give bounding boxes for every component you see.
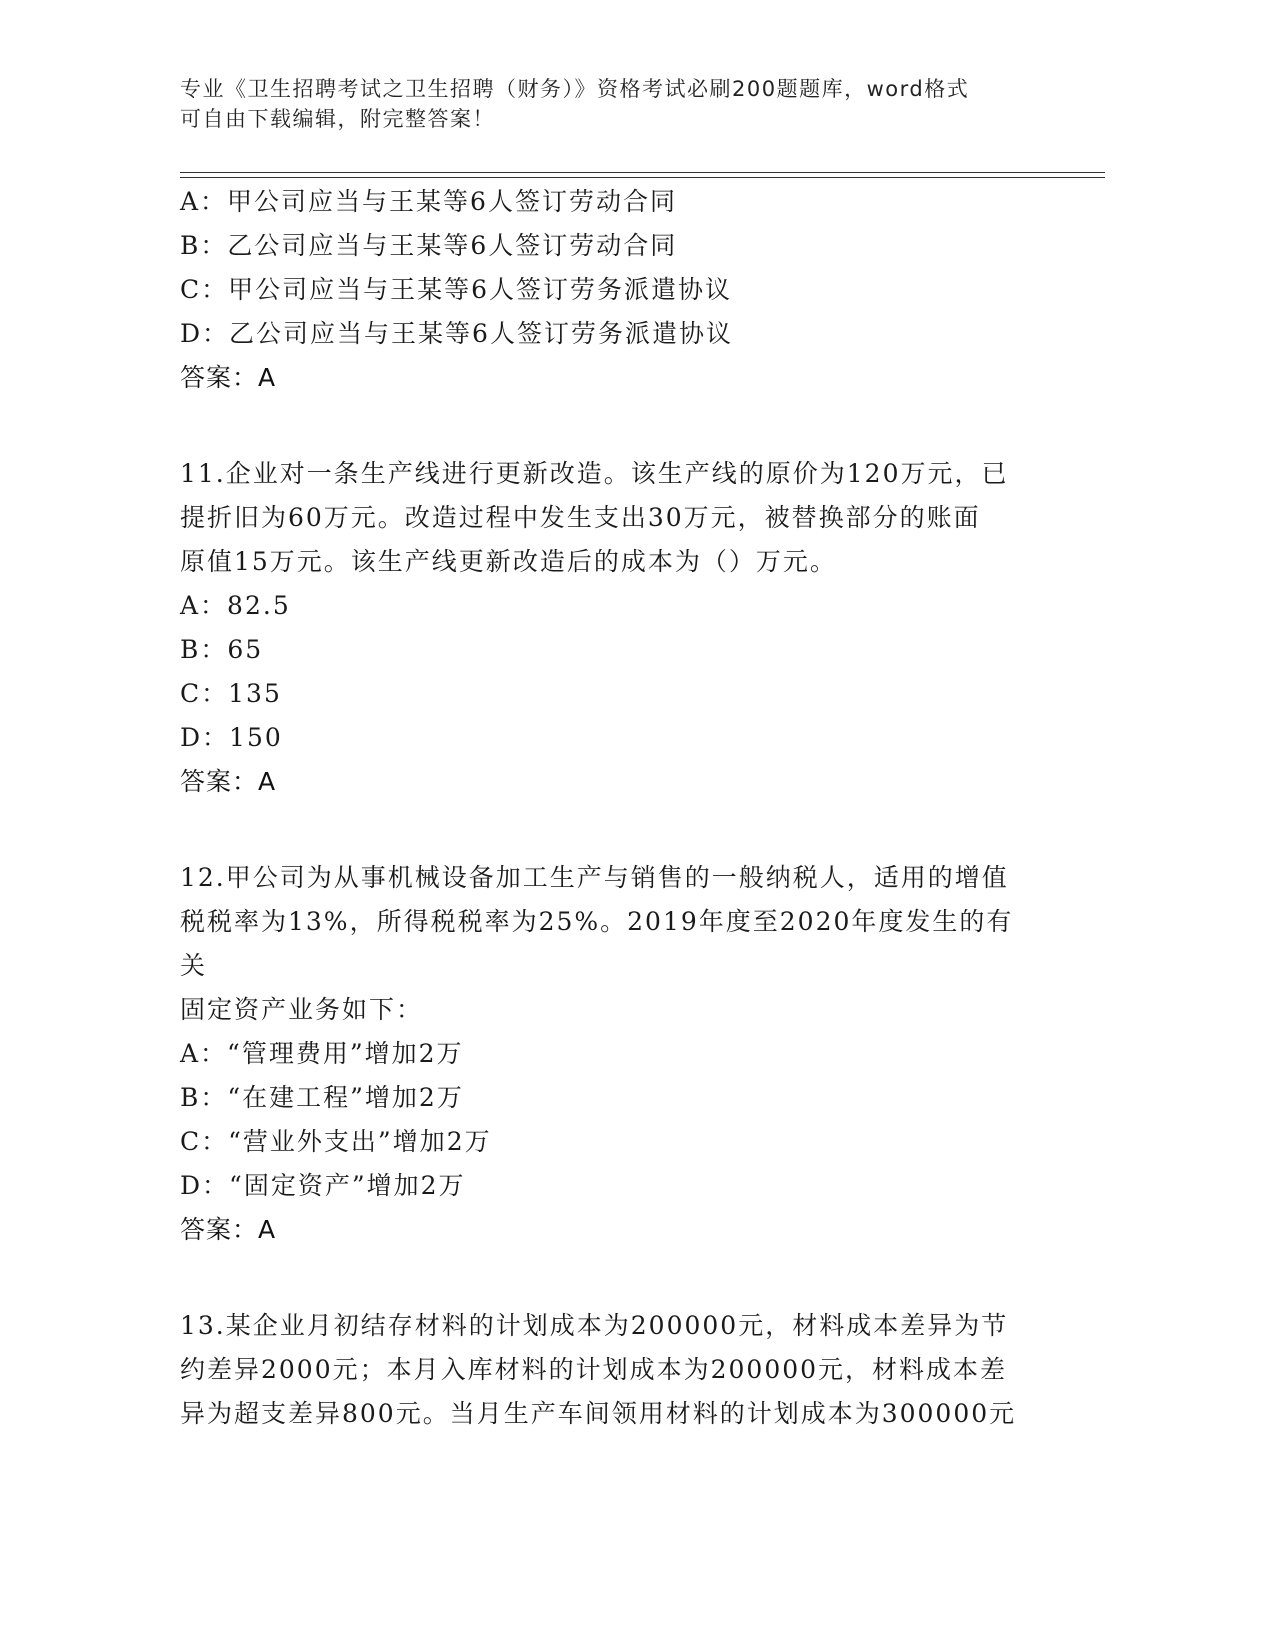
answer-line: 答案：A (180, 767, 277, 796)
option-b: B：乙公司应当与王某等6人签订劳动合同 (180, 231, 678, 260)
option-a: A：82.5 (180, 591, 291, 620)
option-b: B：“在建工程”增加2万 (180, 1083, 464, 1112)
question-block-10 (180, 180, 1040, 400)
question-block-11 (180, 452, 1040, 804)
option-a: A：甲公司应当与王某等6人签订劳动合同 (180, 187, 677, 216)
spacer (180, 1252, 1040, 1296)
document-header (180, 74, 1040, 134)
option-c: C：“营业外支出”增加2万 (180, 1127, 492, 1156)
answer-line: 答案：A (180, 1215, 277, 1244)
option-c: C：135 (180, 679, 282, 708)
question-block-12 (180, 856, 1040, 1252)
header-divider-bottom (180, 177, 1105, 178)
option-a: A：“管理费用”增加2万 (180, 1039, 464, 1068)
answer-line: 答案：A (180, 363, 277, 392)
question-text: 12.甲公司为从事机械设备加工生产与销售的一般纳税人，适用的增值 税税率为13%，所得税税率为25%。2019年度至2020年度发生的有关 固定资产业务如下： (180, 863, 1014, 1024)
option-d: D：150 (180, 723, 283, 752)
question-block-13 (180, 1304, 1040, 1436)
option-d: D：“固定资产”增加2万 (180, 1171, 466, 1200)
question-text: 11.企业对一条生产线进行更新改造。该生产线的原价为120万元，已 提折旧为60万元。改造过程中发生支出30万元，被替换部分的账面 原值15万元。该生产线更新改造后的成本为（）万元。 (180, 459, 1009, 576)
header-title-line-2: 可自由下载编辑，附完整答案！ (180, 107, 495, 131)
question-text: 13.某企业月初结存材料的计划成本为200000元，材料成本差异为节 约差异2000元；本月入库材料的计划成本为200000元，材料成本差 异为超支差异800元。当月生产车间领用材料的计划成本为300000元 (180, 1311, 1017, 1428)
option-c: C：甲公司应当与王某等6人签订劳务派遣协议 (180, 275, 733, 304)
option-b: B：65 (180, 635, 264, 664)
spacer (180, 804, 1040, 848)
option-d: D：乙公司应当与王某等6人签订劳务派遣协议 (180, 319, 733, 348)
header-divider-top (180, 172, 1105, 173)
document-body (180, 180, 1040, 1436)
spacer (180, 400, 1040, 444)
header-title-line-1: 专业《卫生招聘考试之卫生招聘（财务）》资格考试必刷200题题库，word格式 (180, 77, 970, 101)
